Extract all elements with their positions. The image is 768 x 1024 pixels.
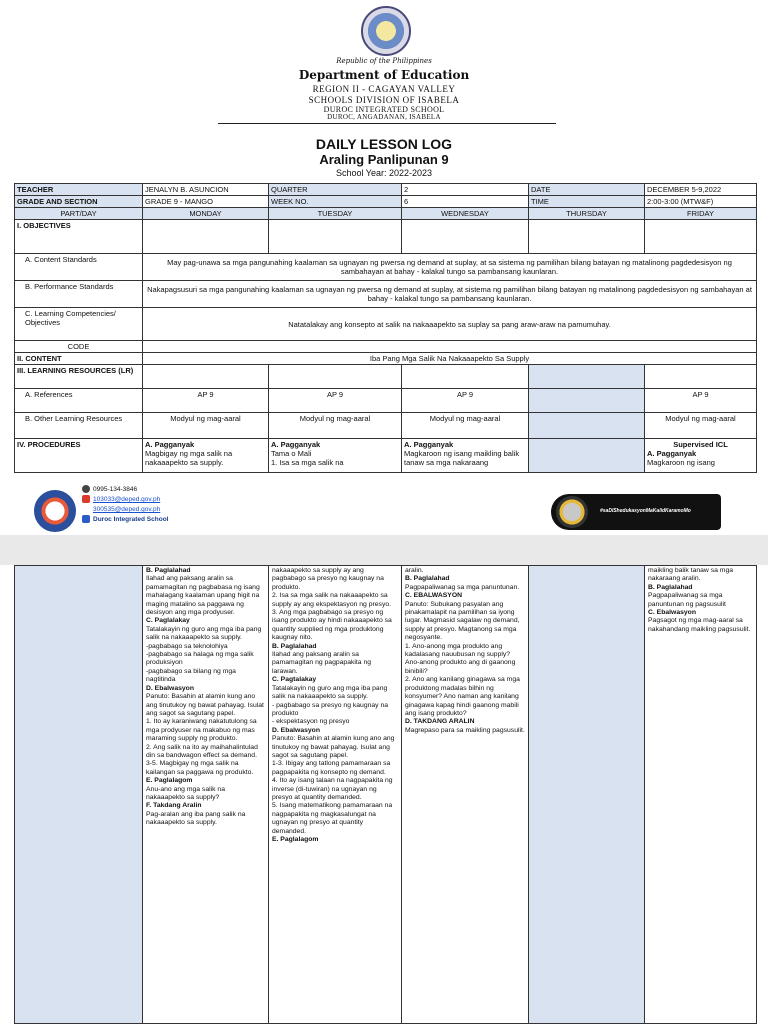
date-label: DATE <box>529 184 645 196</box>
monday-header: MONDAY <box>143 208 269 220</box>
cont-monday-line: 3-5. Magbigay ng mga salik na kailangan sa paggawa ng produkto. <box>146 760 254 776</box>
cont-tuesday-line: B. Paglalahad <box>272 642 317 650</box>
time-value: 2:00-3:00 (MTW&F) <box>645 196 757 208</box>
continuation-row <box>15 566 757 1024</box>
cont-tuesday-line: D. Ebalwasyon <box>272 726 320 734</box>
ref-tuesday: AP 9 <box>269 389 402 413</box>
wednesday-header: WEDNESDAY <box>402 208 529 220</box>
learning-resources-row <box>15 365 757 389</box>
friday-header: FRIDAY <box>645 208 757 220</box>
lesson-log-table <box>14 183 757 473</box>
facebook-icon <box>82 515 90 523</box>
region-name: REGION II - CAGAYAN VALLEY <box>312 84 456 94</box>
banner-hashtag: #saDIShedukasyonMaKalidKaramoMo <box>600 508 691 514</box>
thursday-header: THURSDAY <box>529 208 645 220</box>
document-title: DAILY LESSON LOG <box>315 136 453 152</box>
modyul-friday: Modyul ng mag-aaral <box>645 413 757 439</box>
cont-tuesday-line: 4. Ito ay isang talaan na nagpapakita ng inverse (di-tuwiran) na ugnayan ng presyo at quantity demanded. <box>272 777 393 801</box>
code-value <box>143 341 757 353</box>
school-logo-icon <box>34 490 76 532</box>
lr-thursday <box>529 365 645 389</box>
lr-friday <box>645 365 757 389</box>
objectives-friday <box>645 220 757 254</box>
cont-monday-line: Panuto: Basahin at alamin kung ano ang tinutukoy ng bawat pahayag. Isulat ang sagot sa sagutang papel. <box>146 693 264 717</box>
proc-thursday <box>529 439 645 473</box>
references-label: A. References <box>15 389 143 413</box>
cont-friday-line: Pagsagot ng mga mag-aaral sa nakahandang maikling pagsusulit. <box>648 617 751 633</box>
content-standards-label: A. Content Standards <box>15 254 143 281</box>
email-link-2[interactable]: 300535@deped.gov.ph <box>93 506 161 513</box>
cont-monday-line: 1. Ito ay karaniwang nakatutulong sa mga prodyuser na makabuo ng mas maraming supply ng produkto. <box>146 718 257 743</box>
cont-friday-line: Pagpapaliwanag sa mga panuntunan ng pagsusulit <box>648 592 726 608</box>
facebook-page: Duroc Integrated School <box>93 516 169 523</box>
time-label: TIME <box>529 196 645 208</box>
page-gap <box>0 535 768 565</box>
cont-label-col <box>15 566 143 1024</box>
week-label: WEEK NO. <box>269 196 402 208</box>
republic-line: Republic of the Philippines <box>336 57 432 65</box>
lr-wednesday <box>402 365 529 389</box>
cont-wednesday-line: Pagpapaliwanag sa mga panuntunan. <box>405 583 520 591</box>
learning-resources-label: III. LEARNING RESOURCES (LR) <box>15 365 143 389</box>
proc-tuesday-text1: Tama o Mali <box>271 449 312 458</box>
grade-label: GRADE AND SECTION <box>15 196 143 208</box>
objectives-monday <box>143 220 269 254</box>
proc-friday <box>645 439 757 473</box>
objectives-row <box>15 220 757 254</box>
email-link-1[interactable]: 103033@deped.gov.ph <box>93 496 161 503</box>
contact-info <box>82 485 168 525</box>
part-day-label: PART/DAY <box>15 208 143 220</box>
objectives-tuesday <box>269 220 402 254</box>
cont-friday-line: maikling balik tanaw sa mga nakaraang aralin. <box>648 567 734 583</box>
lr-tuesday <box>269 365 402 389</box>
mail-icon <box>82 495 90 503</box>
proc-friday-text: Magkaroon ng isang <box>647 458 715 467</box>
cont-wednesday-line: 1. Ano-anong mga produkto ang kadalasang nauubusan ng supply? Ano-anong produkto ang di gaanong binibili? <box>405 642 516 675</box>
cont-monday-line: Ilahad ang paksang aralin sa pamamagitan ng pagbabasa ng isang mahalagang kaalaman upang higit na maging matalino sa paggawa ng desisyon ang mga prodyuser. <box>146 575 260 617</box>
proc-wednesday-head: A. Pagganyak <box>404 440 454 449</box>
cont-wednesday-line: Panuto: Subukang pasyalan ang pinakamalapit na pamilihan sa iyong lugar. Magmasid sagalaw ng demand, supply at presyo. Magtanong sa mga negosyante. <box>405 600 520 642</box>
cont-tuesday-line: Panuto: Basahin at alamin kung ano ang tinutukoy ng bawat pahayag. Isulat ang sagot sa sagutang papel. <box>272 735 395 759</box>
phone-icon <box>82 485 90 493</box>
teacher-value: JENALYN B. ASUNCION <box>143 184 269 196</box>
ref-monday: AP 9 <box>143 389 269 413</box>
cont-friday-line: B. Paglalahad <box>648 583 693 591</box>
header-divider <box>218 123 556 124</box>
proc-monday-head: A. Pagganyak <box>145 440 195 449</box>
other-resources-label: B. Other Learning Resources <box>15 413 143 439</box>
cont-friday-line: C. Ebalwasyon <box>648 609 696 617</box>
cont-tuesday-line: Ilahad ang paksang aralin sa pamamagitan ng pagpapakita ng larawan. <box>272 651 372 675</box>
quarter-label: QUARTER <box>269 184 402 196</box>
week-value: 6 <box>402 196 529 208</box>
cont-wednesday-line: Magrepaso para sa maikling pagsusulit. <box>405 726 525 734</box>
teacher-label: TEACHER <box>15 184 143 196</box>
tuesday-header: TUESDAY <box>269 208 402 220</box>
objectives-wednesday <box>402 220 529 254</box>
modyul-monday: Modyul ng mag-aaral <box>143 413 269 439</box>
performance-standards-label: B. Performance Standards <box>15 281 143 308</box>
cont-wednesday <box>402 566 529 1024</box>
phone-number: 0995-134-3846 <box>93 486 138 493</box>
cont-tuesday-line: 3. Ang mga pagbabago sa presyo ng isang produkto ay hindi nakaaapekto sa quantity supplied ng mga produktong kaugnay nito. <box>272 609 392 642</box>
cont-monday-line: Pag-aralan ang iba pang salik na nakaaapekto sa supply. <box>146 810 246 827</box>
deped-seal-icon <box>361 6 411 56</box>
info-row-grade <box>15 196 757 208</box>
cont-monday-line: C. Paglalakay <box>146 617 190 625</box>
proc-wednesday-text: Magkaroon ng isang maikling balik tanaw sa mga nakaraang <box>404 449 520 467</box>
competencies-label: C. Learning Competencies/ Objectives <box>15 308 143 341</box>
content-row <box>15 353 757 365</box>
cont-tuesday-line: nakaaapekto sa supply ay ang pagbabago sa presyo ng kaugnay na produkto. <box>272 567 384 591</box>
cont-monday-line: -pagbabago sa teknolohiya <box>146 642 228 650</box>
cont-thursday <box>529 566 645 1024</box>
proc-friday-head: A. Pagganyak <box>647 449 697 458</box>
cont-tuesday-line: E. Paglalagom <box>272 836 319 843</box>
ref-thursday <box>529 389 645 413</box>
proc-tuesday <box>269 439 402 473</box>
proc-monday-text: Magbigay ng mga salik na nakaaapekto sa supply. <box>145 449 233 467</box>
cont-tuesday-line: - ekspektasyon ng presyo <box>272 718 350 726</box>
division-name: SCHOOLS DIVISION OF ISABELA <box>308 95 460 105</box>
performance-standards-row <box>15 281 757 308</box>
cont-tuesday-line: 2. Isa sa mga salik na nakaaapekto sa supply ay ang ekspektasyon ng presyo. <box>272 592 392 608</box>
cont-monday-line: F. Takdang Aralin <box>146 802 202 810</box>
performance-standards-text: Nakapagsusuri sa mga pangunahing kaalaman sa ugnayan ng pwersa ng demand at suplay, at sistema ng pamilihan bilang batayan ng matalinong pagdedesisyon ng sambahayan at bahay - kalakal tungo sa pambansang kaunlaran. <box>143 281 757 308</box>
proc-tuesday-head: A. Pagganyak <box>271 440 321 449</box>
cont-tuesday-line: C. Pagtalakay <box>272 676 317 684</box>
school-name: DUROC INTEGRATED SCHOOL <box>323 105 445 114</box>
cont-friday <box>645 566 757 1024</box>
proc-monday <box>143 439 269 473</box>
cont-monday-line: D. Ebalwasyon <box>146 684 194 692</box>
modyul-tuesday: Modyul ng mag-aaral <box>269 413 402 439</box>
other-resources-row <box>15 413 757 439</box>
ref-wednesday: AP 9 <box>402 389 529 413</box>
cont-tuesday <box>269 566 402 1024</box>
procedures-label: IV. PROCEDURES <box>15 439 143 473</box>
modyul-thursday <box>529 413 645 439</box>
school-year: School Year: 2022-2023 <box>335 168 433 178</box>
cont-tuesday-line: 1-3. Ibigay ang tatlong pamamaraan sa pagpapakita ng konsepto ng demand. <box>272 760 391 776</box>
cont-wednesday-line: 2. Ano ang kanilang ginagawa sa mga produktong madalas bilhin ng konsyumer? Ano naman ang kanilang ginagawa kapag hindi gaanong mabili ang isang produkto? <box>405 676 520 717</box>
cont-tuesday-line: - pagbabago sa presyo ng kaugnay na produkto <box>272 701 389 717</box>
cont-wednesday-line: B. Paglalahad <box>405 575 450 583</box>
ref-friday: AP 9 <box>645 389 757 413</box>
procedures-row <box>15 439 757 473</box>
cont-monday-line: Tatalakayin ng guro ang mga iba pang salik na nakaaapekto sa supply. <box>146 625 262 642</box>
content-topic: Iba Pang Mga Salik Na Nakaaapekto Sa Supply <box>143 353 757 365</box>
code-row <box>15 341 757 353</box>
cont-wednesday-line: aralin. <box>405 567 424 574</box>
competencies-text: Natatalakay ang konsepto at salik na nakaaapekto sa suplay sa pang araw-araw na pamumuhay. <box>143 308 757 341</box>
modyul-wednesday: Modyul ng mag-aaral <box>402 413 529 439</box>
lesson-log-continuation-table <box>14 565 757 1024</box>
cont-monday-line: B. Paglalahad <box>146 567 191 574</box>
code-label: CODE <box>15 341 143 353</box>
content-label: II. CONTENT <box>15 353 143 365</box>
days-row <box>15 208 757 220</box>
objectives-label: I. OBJECTIVES <box>15 220 143 254</box>
cont-tuesday-line: 5. Isang matematikong pamamaraan na nagpapakita ng magkasalungat na ugnayan ng presyo at quantity demanded. <box>272 802 393 835</box>
cont-wednesday-line: C. EBALWASYON <box>405 592 463 600</box>
content-standards-row <box>15 254 757 281</box>
cont-monday-line: -pagbabago sa bilang ng mga nagtitinda <box>146 667 236 684</box>
references-row <box>15 389 757 413</box>
cont-tuesday-line: Tatalakayin ng guro ang mga iba pang salik na nakaaapekto sa supply. <box>272 684 388 701</box>
date-value: DECEMBER 5-9,2022 <box>645 184 757 196</box>
school-address: DUROC, ANGADANAN, ISABELA <box>327 113 441 121</box>
cont-monday <box>143 566 269 1024</box>
banner-logo-icon <box>556 496 588 528</box>
info-row-teacher <box>15 184 757 196</box>
department-name: Department of Education <box>298 68 470 82</box>
competencies-row <box>15 308 757 341</box>
cont-monday-line: Anu-ano ang mga salik na nakaaapekto sa supply? <box>146 785 225 801</box>
subject-title: Araling Panlipunan 9 <box>319 152 449 167</box>
quarter-value: 2 <box>402 184 529 196</box>
cont-wednesday-line: D. TAKDANG ARALIN <box>405 718 475 726</box>
objectives-thursday <box>529 220 645 254</box>
proc-tuesday-text2: 1. Isa sa mga salik na <box>271 458 344 467</box>
cont-monday-line: E. Paglalagom <box>146 777 193 785</box>
grade-value: GRADE 9 - MANGO <box>143 196 269 208</box>
lr-monday <box>143 365 269 389</box>
proc-wednesday <box>402 439 529 473</box>
content-standards-text: May pag-unawa sa mga pangunahing kaalaman sa ugnayan ng pwersa ng demand at suplay, at sa sistema ng pamilihan bilang batayan ng matalinong pagdedesisyon ng sambahayan at bahay - kalakal tungo sa pambansang kaunlaran. <box>143 254 757 281</box>
cont-monday-line: 2. Ang salik na ito ay maihahalintulad din sa bandwagon effect sa demand. <box>146 743 258 759</box>
cont-monday-line: -pagbabago sa halaga ng mga salik produksiyon <box>146 651 254 667</box>
proc-friday-sub: Supervised ICL <box>673 440 728 449</box>
